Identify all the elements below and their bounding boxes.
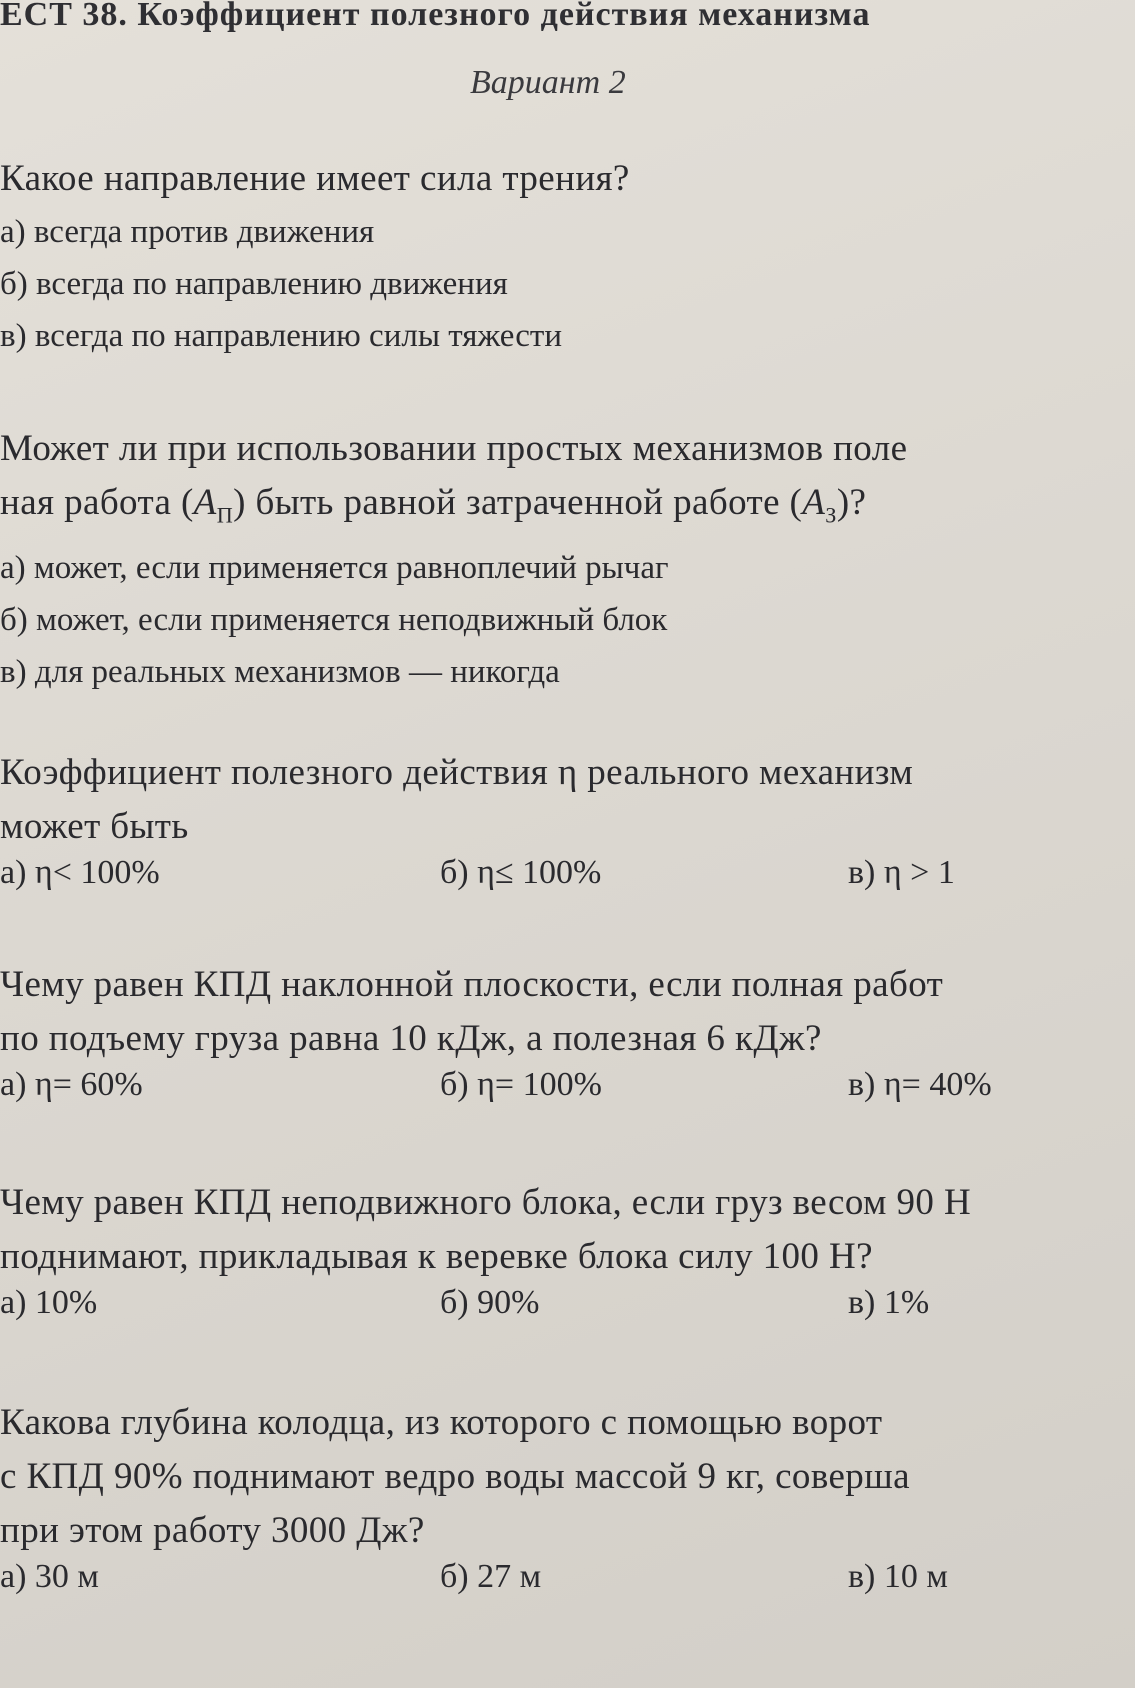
answer-option-b: б) всегда по направлению движения <box>0 266 508 302</box>
answer-options-row <box>0 854 1135 906</box>
answer-options-row <box>0 1558 1135 1610</box>
answer-option-b: б) 90% <box>440 1284 540 1321</box>
answer-option-b: б) 27 м <box>440 1558 542 1595</box>
question-text: Какова глубина колодца, из которого с помощью ворот <box>0 1402 883 1443</box>
question-6 <box>0 1396 1135 1610</box>
question-text-line-2: ная работа $(А_П)$ быть равной затраченной работе $(А_З)$? <box>0 482 867 528</box>
question-5 <box>0 1176 1135 1336</box>
question-3 <box>0 746 1135 906</box>
answer-option-a: а) может, если применяется равноплечий рычаг <box>0 550 669 587</box>
question-text: Чему равен КПД неподвижного блока, если груз весом 90 Н <box>0 1182 972 1223</box>
question-text-line-2: может быть <box>0 806 189 847</box>
answer-option-v: в) всегда по направлению силы тяжести <box>0 318 562 354</box>
variant-label: Вариант 2 <box>470 64 626 101</box>
answer-option-v: в) для реальных механизмов — никогда <box>0 654 560 691</box>
question-text: Может ли при использовании простых механизмов поле <box>0 428 908 469</box>
question-text-line-3: при этом работу 3000 Дж? <box>0 1510 425 1551</box>
answer-option-v: в) η > 1 <box>848 854 955 891</box>
answer-option-b: б) η= 100% <box>440 1066 602 1103</box>
question-text-line-2: поднимают, прикладывая к веревке блока силу 100 Н? <box>0 1236 873 1277</box>
question-text: Какое направление имеет сила трения? <box>0 158 630 199</box>
answer-option-a: а) η< 100% <box>0 854 160 891</box>
question-text-line-2: с КПД 90% поднимают ведро воды массой 9 кг, соверша <box>0 1456 910 1497</box>
answer-option-b: б) может, если применяется неподвижный блок <box>0 602 668 639</box>
answer-option-a: а) 30 м <box>0 1558 99 1595</box>
answer-option-a: а) всегда против движения <box>0 214 375 250</box>
test-title: ЕСТ 38. Коэффициент полезного действия механизма <box>0 0 871 33</box>
answer-option-a: а) η= 60% <box>0 1066 143 1103</box>
answer-option-a: а) 10% <box>0 1284 98 1321</box>
question-4 <box>0 958 1135 1118</box>
question-text-line-2: по подъему груза равна 10 кДж, а полезная 6 кДж? <box>0 1018 822 1059</box>
answer-option-v: в) 10 м <box>848 1558 948 1595</box>
answer-option-v: в) 1% <box>848 1284 930 1321</box>
question-1 <box>0 152 630 362</box>
answer-options-row <box>0 1284 1135 1336</box>
question-text: Коэффициент полезного действия η реального механизм <box>0 752 914 793</box>
answer-option-v: в) η= 40% <box>848 1066 992 1103</box>
question-text: Чему равен КПД наклонной плоскости, если полная работ <box>0 964 944 1005</box>
answer-option-b: б) η≤ 100% <box>440 854 602 891</box>
question-2 <box>0 422 907 698</box>
answer-options-row <box>0 1066 1135 1118</box>
